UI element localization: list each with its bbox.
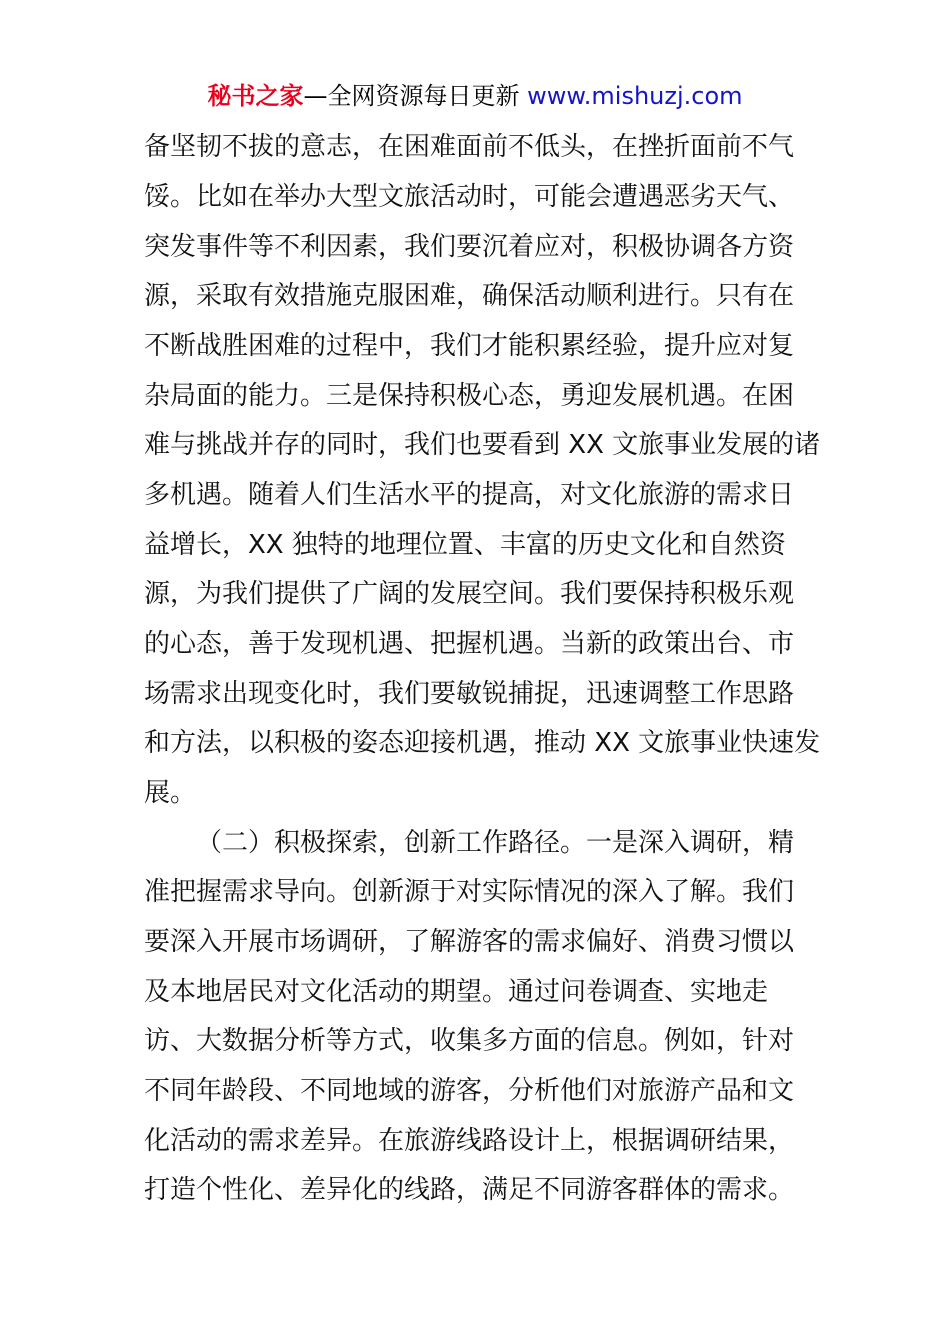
text-line: 化活动的需求差异。在旅游线路设计上，根据调研结果， — [144, 1126, 795, 1156]
text-line: 访、大数据分析等方式，收集多方面的信息。例如，针对 — [144, 1026, 795, 1056]
text-line: 源，采取有效措施克服困难，确保活动顺利进行。只有在 — [144, 281, 795, 311]
text-line: 和方法，以积极的姿态迎接机遇，推动 XX 文旅事业快速发 — [144, 728, 821, 758]
text-line: 不同年龄段、不同地域的游客，分析他们对旅游产品和文 — [144, 1076, 795, 1106]
text-line: 突发事件等不利因素，我们要沉着应对，积极协调各方资 — [144, 232, 795, 262]
text-line: 场需求出现变化时，我们要敏锐捕捉，迅速调整工作思路 — [144, 679, 795, 709]
text-line: 益增长，XX 独特的地理位置、丰富的历史文化和自然资 — [144, 530, 786, 560]
text-line: 及本地居民对文化活动的期望。通过问卷调查、实地走 — [144, 977, 769, 1007]
text-line: （二）积极探索，创新工作路径。一是深入调研，精 — [196, 828, 795, 858]
header-brand: 秘书之家 — [207, 82, 304, 110]
text-line: 多机遇。随着人们生活水平的提高，对文化旅游的需求日 — [144, 480, 795, 510]
text-line: 难与挑战并存的同时，我们也要看到 XX 文旅事业发展的诸 — [144, 430, 821, 460]
text-line: 备坚韧不拔的意志，在困难面前不低头，在挫折面前不气 — [144, 132, 795, 162]
header-tagline: —全网资源每日更新 — [303, 82, 520, 110]
text-line: 的心态，善于发现机遇、把握机遇。当新的政策出台、市 — [144, 629, 795, 659]
text-line: 准把握需求导向。创新源于对实际情况的深入了解。我们 — [144, 877, 795, 907]
text-line: 杂局面的能力。三是保持积极心态，勇迎发展机遇。在困 — [144, 381, 795, 411]
text-line: 不断战胜困难的过程中，我们才能积累经验，提升应对复 — [144, 331, 795, 361]
text-line: 打造个性化、差异化的线路，满足不同游客群体的需求。 — [144, 1175, 795, 1205]
text-line: 源，为我们提供了广阔的发展空间。我们要保持积极乐观 — [144, 579, 795, 609]
page-header — [0, 80, 950, 112]
text-line: 要深入开展市场调研，了解游客的需求偏好、消费习惯以 — [144, 927, 795, 957]
header-url[interactable]: www.mishuzj.com — [527, 82, 743, 110]
text-line: 馁。比如在举办大型文旅活动时，可能会遭遇恶劣天气、 — [144, 182, 795, 212]
text-line: 展。 — [144, 778, 197, 808]
